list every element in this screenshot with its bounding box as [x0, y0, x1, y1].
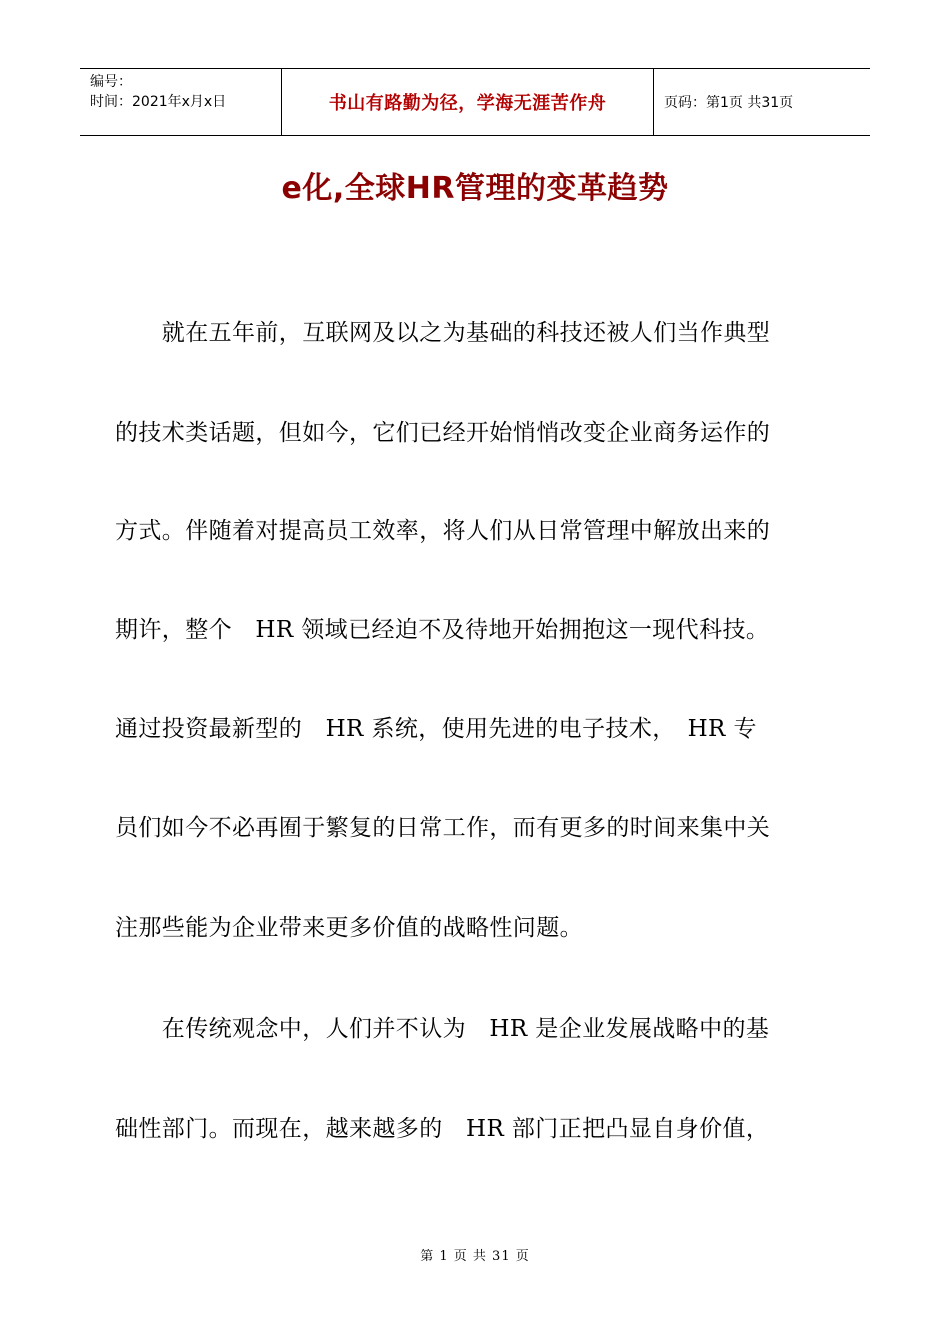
header-table — [80, 68, 870, 136]
body-line: 的技术类话题，但如今，它们已经开始悄悄改变企业商务运作的 — [115, 420, 771, 446]
body-line: 期许，整个 HR 领域已经迫不及待地开始拥抱这一现代科技。 — [115, 617, 770, 643]
body-line: 就在五年前，互联网及以之为基础的科技还被人们当作典型 — [115, 320, 771, 346]
body-line: 通过投资最新型的 HR 系统，使用先进的电子技术， HR 专 — [115, 716, 757, 742]
body-line: 在传统观念中，人们并不认为 HR 是企业发展战略中的基 — [115, 1016, 770, 1042]
body-line: 员们如今不必再囿于繁复的日常工作，而有更多的时间来集中关 — [115, 815, 771, 841]
document-date-label: 时间：2021年x月x日 — [90, 94, 227, 110]
body-line: 础性部门。而现在，越来越多的 HR 部门正把凸显自身价值， — [115, 1116, 770, 1142]
body-line: 方式。伴随着对提高员工效率，将人们从日常管理中解放出来的 — [115, 518, 771, 544]
document-title: e化,全球HR管理的变革趋势 — [281, 171, 669, 206]
body-line: 注那些能为企业带来更多价值的战略性问题。 — [115, 915, 583, 941]
header-page-info: 页码：第1页 共31页 — [664, 95, 794, 111]
document-number-label: 编号： — [90, 74, 132, 90]
page-footer: 第 1 页 共 31 页 — [420, 1249, 530, 1264]
header-motto: 书山有路勤为径，学海无涯苦作舟 — [328, 93, 607, 114]
header-page-cell — [654, 69, 870, 135]
header-meta-cell — [80, 69, 282, 135]
header-motto-cell — [282, 69, 654, 135]
